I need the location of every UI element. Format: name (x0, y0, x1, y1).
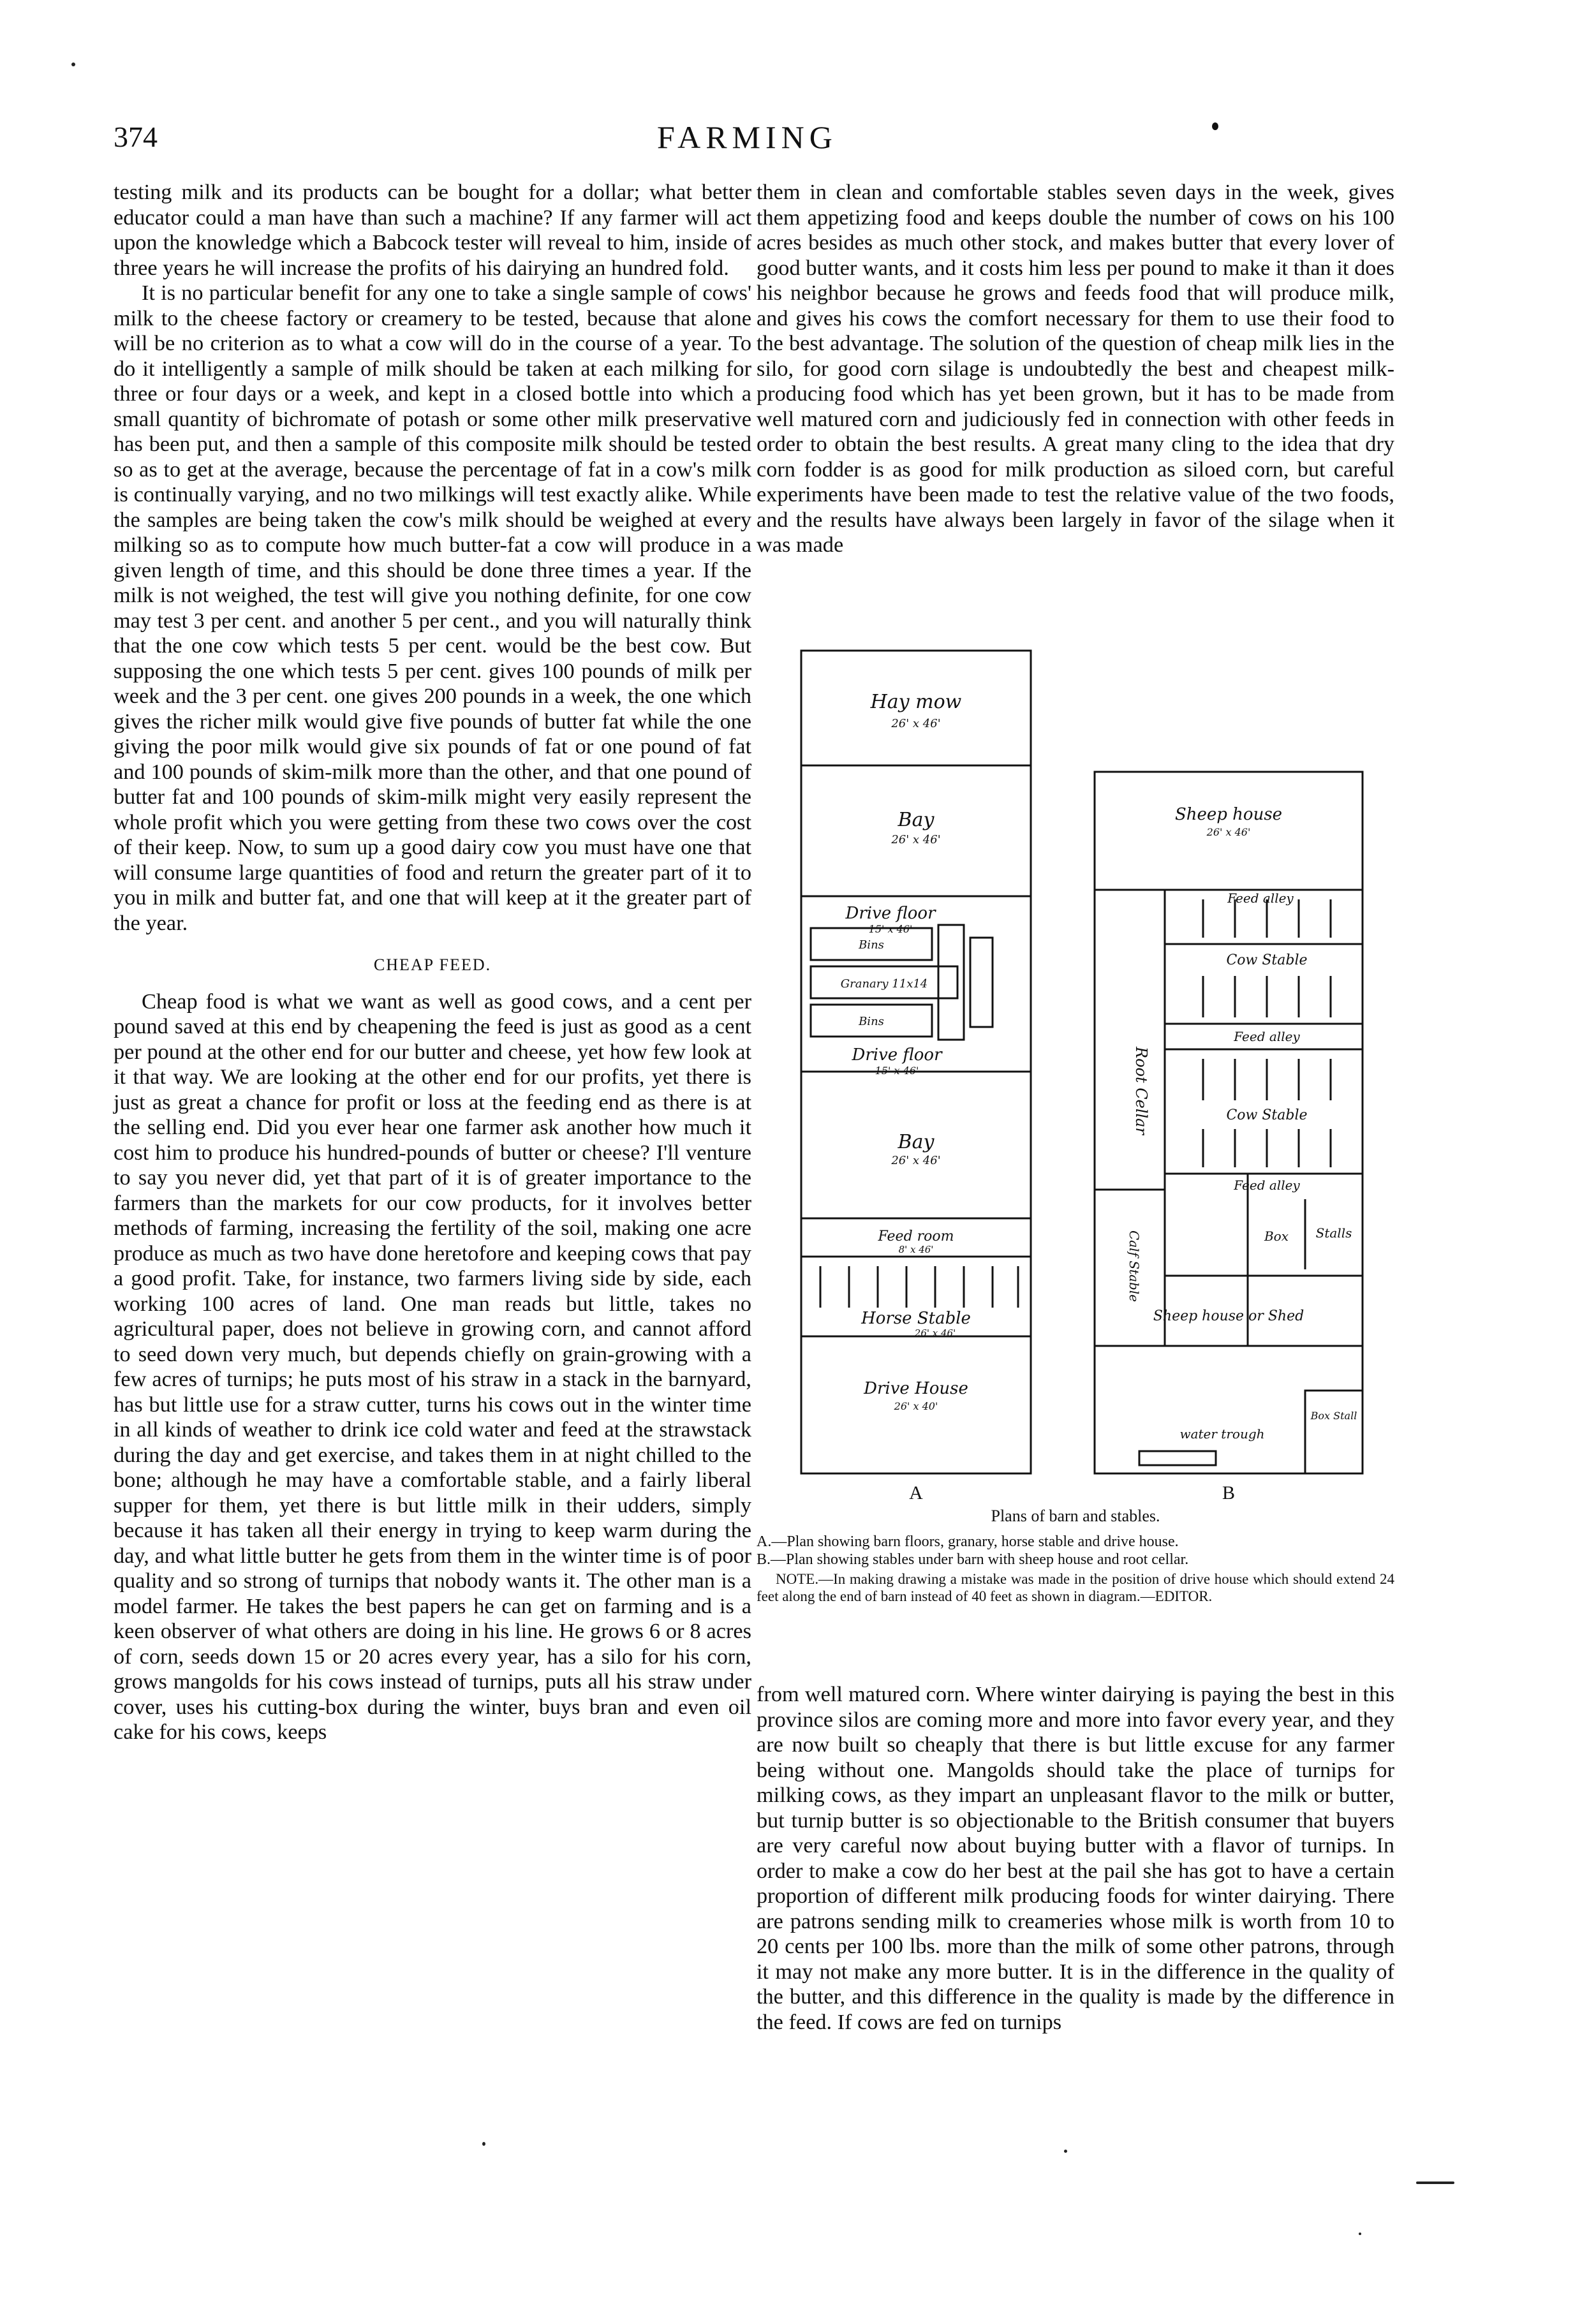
label-bay-2: Bay (898, 1131, 935, 1153)
paragraph: them in clean and comfortable stables seven days in the week, gives them appetizing food and keeps double the number of cows on his 100 acres besides as much other stock, and makes butter that every lover of good butter wants, and it costs him less per pound to make it than it does his neighbor because he grows and feeds food that will produce milk, and gives his cows the comfort necessary for them to use their food to the best advantage. The solution of the question of cheap milk lies in the silo, for good corn silage is undoubtedly the best and cheapest milk-producing food which has yet been grown, but it has to be made from well matured corn and judiciously fed in connection with other feeds in order to obtain the best results. A great many cling to the idea that dry corn fodder is as good for milk production as siloed corn, but careful experiments have been made to test the relative value of the two foods, and the results have always been largely in favor of the silage when it was made (757, 180, 1394, 557)
page-number: 374 (114, 121, 158, 153)
label-hay-mow-dim: 26' x 46' (891, 717, 941, 730)
scan-speck (1359, 2233, 1361, 2235)
label-horse-stable-dim: 26' x 46' (914, 1327, 956, 1339)
paragraph: Cheap food is what we want as well as good cows, and a cent per pound saved at this end by cheapening the feed is just as good as a cent per pound at the other end for our butter and cheese, yet how few look at it that way. We are looking at the other end for our profits, yet there is just as great a chance for profit or loss at the feeding end as there is at the selling end. Did you ever hear one farmer ask another how much it cost him to produce his hundred-pounds of butter or cheese? I'll venture to say you never did, yet that part of it is of greater importance to the farmers than the markets for our cow products, for it involves better methods of farming, increasing the fertility of the soil, making one acre produce as much as two have done heretofore and keeping cows that pay a good profit. Take, for instance, two farmers living side by side, each working 100 acres of land. One man reads but little, takes no agricultural paper, does not believe in growing corn, and cannot afford to seed down very much, but depends chiefly on grain-growing with a few acres of turnips; he puts most of his straw in a stack in the barnyard, has but little use for a straw cutter, turns his cows out in the winter time in all kinds of weather to drink ice cold water and feed at the strawstack during the day and get exercise, and takes them in at night chilled to the bone; although he may have a comfortable stable, and a fairly liberal supper for them, yet there is but little milk in their udders, simply because it has taken all their energy in trying to keep warm during the day, and what little butter he gets from them in the winter time is of poor quality and so strong of turnips that nobody wants it. The other man is a model farmer. He takes the best papers he can get on farming and is a keen observer of what others are doing in his line. He grows 6 or 8 acres of corn, seeds down 15 or 20 acres every year, has a silo for his corn, grows mangolds for his cows instead of turnips, puts all his straw under cover, uses his cutting-box during the winter, buys bran and even oil cake for his cows, keeps (114, 989, 751, 1744)
label-box: Box (1264, 1229, 1289, 1244)
running-title: FARMING (657, 119, 838, 155)
figure-caption-b: B.—Plan showing stables under barn with sheep house and root cellar. (757, 1551, 1189, 1568)
section-heading: CHEAP FEED. (373, 956, 492, 974)
label-bay-2-dim: 26' x 46' (891, 1154, 941, 1167)
scan-speck (1064, 2150, 1067, 2153)
scan-speck (482, 2142, 485, 2146)
figure-caption-title: Plans of barn and stables. (991, 1507, 1160, 1525)
label-bay-1-dim: 26' x 46' (891, 833, 941, 846)
label-root-cellar: Root Cellar (1132, 1047, 1150, 1135)
paragraph: testing milk and its products can be bought for a dollar; what better educator could a man have than such a machine? If any farmer will act upon the knowledge which a Babcock tester will reveal to him, inside of three years he will increase the profits of his dairying an hundred fold. (114, 180, 751, 280)
label-horse-stable: Horse Stable (861, 1309, 971, 1328)
left-column (114, 180, 751, 1745)
label-drive-floor-1: Drive floor (845, 904, 936, 923)
right-column-bottom (757, 1682, 1394, 2035)
label-stalls: Stalls (1315, 1225, 1352, 1241)
label-bay-1: Bay (898, 809, 935, 831)
label-water-trough: water trough (1179, 1426, 1265, 1442)
plan-b-label: B (1222, 1482, 1236, 1503)
label-sheep-shed: Sheep house or Shed (1153, 1308, 1304, 1324)
label-drive-floor-2-dim: 15' x 46' (875, 1065, 919, 1077)
label-sheep-house-dim: 26' x 46' (1206, 826, 1251, 838)
label-bins-1: Bins (859, 938, 884, 952)
label-drive-house: Drive House (864, 1379, 968, 1398)
figure-caption-note: NOTE.—In making drawing a mistake was made in the position of drive house which should extend 24 feet along the end of barn instead of 40 feet as shown in diagram.—EDITOR. (757, 1571, 1394, 1604)
label-drive-floor-2: Drive floor (852, 1045, 942, 1065)
label-cow-stable-1: Cow Stable (1226, 952, 1308, 968)
page-header (0, 114, 1596, 165)
label-granary: Granary 11x14 (840, 977, 928, 991)
label-feed-alley-3: Feed alley (1234, 1177, 1300, 1193)
label-sheep-house: Sheep house (1174, 805, 1283, 824)
right-column-top (757, 180, 1394, 558)
label-hay-mow: Hay mow (870, 691, 962, 713)
paragraph: It is no particular benefit for any one to take a single sample of cows' milk to the cheese factory or creamery to be tested, because that alone will be no criterion as to what a cow will do in the course of a year. To do it intelligently a sample of milk should be taken at each milking for three or four days or a week, and kept in a closed bottle into which a small quantity of bichromate of potash or some other milk preservative has been put, and then a sample of this composite milk should be tested so as to get at the average, because the percentage of fat in a cow's milk is continually varying, and no two milkings will test exactly alike. While the samples are being taken the cow's milk should be weighed at every milking so as to compute how much butter-fat a cow will produce in a given length of time, and this should be done three times a year. If the milk is not weighed, the test will give you nothing definite, for one cow may test 3 per cent. and another 5 per cent., and you will naturally think that the one cow which tests 5 per cent. would be the best cow. But supposing the one which tests 5 per cent. gives 100 pounds of milk per week and the 3 per cent. one gives 200 pounds in a week, the one which gives the richer milk would give five pounds of butter fat while the one giving the poor milk would give six pounds of fat or one pound of fat and 100 pounds of skim-milk more than the other, and that one pound of butter fat and 100 pounds of skim-milk might very easily represent the whole profit which you were getting from these two cows over the cost of their keep. Now, to sum up a good dairy cow you must have one that will consume large quantities of food and return the greater part of it to you in milk and butter fat, and one that will keep at it the greater part of the year. (114, 281, 751, 935)
paragraph: from well matured corn. Where winter dairying is paying the best in this province silos are coming more and more into favor every year, and they are now built so cheaply that there is but little excuse for any farmer being without one. Mangolds should take the place of turnips for milking cows, as they impart an unpleasant flavor to the milk or butter, but turnip butter is so objectionable to the British consumer that buyers are very careful now about buying butter with a flavor of turnips. In order to make a cow do her best at the pail she has got to have a certain proportion of different milk producing foods for winter dairying. There are patrons sending milk to creameries whose milk is worth from 10 to 20 cents per 100 lbs. more than the milk of some other patrons, through it may not make any more butter. It is in the difference in the quality of the butter, and this difference in the quality is made by the difference in the feed. If cows are fed on turnips (757, 1682, 1394, 2034)
label-feed-alley-1: Feed alley (1227, 890, 1294, 906)
label-bins-2: Bins (859, 1015, 884, 1028)
label-drive-house-dim: 26' x 40' (894, 1400, 938, 1412)
label-calf-stable: Calf Stable (1127, 1230, 1142, 1303)
label-cow-stable-2: Cow Stable (1226, 1107, 1308, 1123)
scan-speck (1416, 2181, 1454, 2184)
label-feed-room-dim: 8' x 46' (898, 1244, 934, 1255)
header-ink-dot (1212, 122, 1218, 130)
figure-caption-a: A.—Plan showing barn floors, granary, horse stable and drive house. (757, 1533, 1179, 1550)
label-box-stall: Box Stall (1310, 1410, 1357, 1422)
label-feed-room: Feed room (878, 1229, 954, 1244)
label-feed-alley-2: Feed alley (1234, 1029, 1300, 1044)
plan-a-label: A (909, 1482, 923, 1503)
label-drive-floor-1-dim: 15' x 46' (868, 923, 913, 935)
scan-speck (71, 63, 75, 66)
